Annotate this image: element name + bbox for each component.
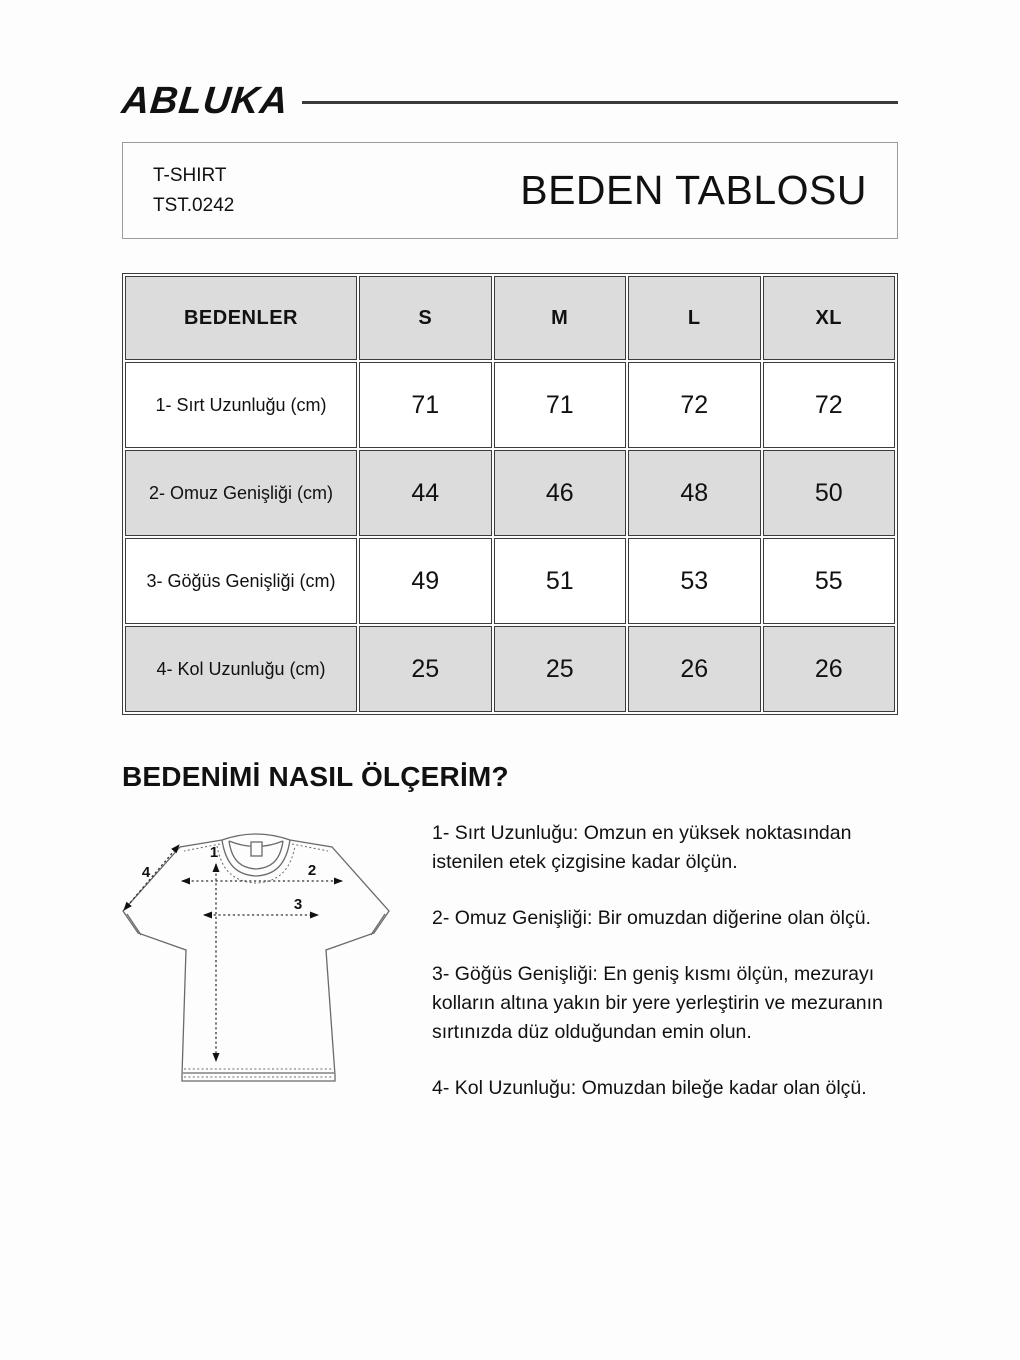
table-row — [125, 450, 895, 536]
product-meta — [153, 161, 234, 221]
instruction-back-length: 1- Sırt Uzunluğu: Omzun en yüksek noktasından istenilen etek çizgisine kadar ölçün. — [432, 822, 852, 873]
row-label: 3- Göğüs Genişliği (cm) — [125, 538, 357, 624]
brand-header — [119, 80, 898, 122]
measure-section — [122, 819, 898, 1104]
tshirt-measurement-diagram — [106, 819, 406, 1104]
cell-value: 26 — [628, 626, 761, 712]
cell-value: 26 — [763, 626, 896, 712]
instruction-shoulder-width: 2- Omuz Genişliği: Bir omuzdan diğerine olan ölçü. — [432, 907, 871, 929]
cell-value: 55 — [763, 538, 896, 624]
diagram-label-4: 4 — [141, 864, 151, 881]
row-label: 1- Sırt Uzunluğu (cm) — [125, 362, 357, 448]
table-row — [125, 362, 895, 448]
product-code: TST.0242 — [153, 194, 235, 216]
cell-value: 72 — [628, 362, 761, 448]
cell-value: 25 — [494, 626, 627, 712]
table-row — [125, 538, 895, 624]
brand-logo: ABLUKA — [119, 80, 291, 122]
column-header-l: L — [628, 276, 761, 360]
size-table — [122, 273, 898, 715]
cell-value: 49 — [359, 538, 492, 624]
column-header-m: M — [494, 276, 627, 360]
column-header-s: S — [359, 276, 492, 360]
table-row — [125, 626, 895, 712]
row-label: 4- Kol Uzunluğu (cm) — [125, 626, 357, 712]
diagram-label-3: 3 — [293, 896, 303, 913]
diagram-label-2: 2 — [307, 862, 317, 879]
cell-value: 71 — [359, 362, 492, 448]
measure-instructions — [432, 819, 898, 1103]
tshirt-diagram-svg — [106, 819, 406, 1099]
page-title: BEDEN TABLOSU — [520, 167, 867, 213]
cell-value: 25 — [359, 626, 492, 712]
cell-value: 44 — [359, 450, 492, 536]
cell-value: 71 — [494, 362, 627, 448]
instruction-sleeve-length: 4- Kol Uzunluğu: Omuzdan bileğe kadar olan ölçü. — [432, 1077, 867, 1099]
tshirt-outline-icon — [123, 834, 389, 1081]
size-table-header-row — [125, 276, 895, 360]
instruction-chest-width: 3- Göğüs Genişliği: En geniş kısmı ölçün, mezurayı kolların altına yakın bir yere yerleştirin ve mezuranın sırtınızda düz olduğundan emin olun. — [432, 963, 883, 1043]
cell-value: 48 — [628, 450, 761, 536]
product-type: T-SHIRT — [153, 164, 227, 186]
cell-value: 51 — [494, 538, 627, 624]
cell-value: 46 — [494, 450, 627, 536]
cell-value: 72 — [763, 362, 896, 448]
title-box — [122, 142, 898, 239]
cell-value: 50 — [763, 450, 896, 536]
row-label: 2- Omuz Genişliği (cm) — [125, 450, 357, 536]
column-header-bedenler: BEDENLER — [125, 276, 357, 360]
diagram-label-1: 1 — [209, 844, 219, 861]
cell-value: 53 — [628, 538, 761, 624]
header-rule — [302, 101, 898, 104]
column-header-xl: XL — [763, 276, 896, 360]
measure-section-heading: BEDENİMİ NASIL ÖLÇERİM? — [122, 761, 509, 792]
